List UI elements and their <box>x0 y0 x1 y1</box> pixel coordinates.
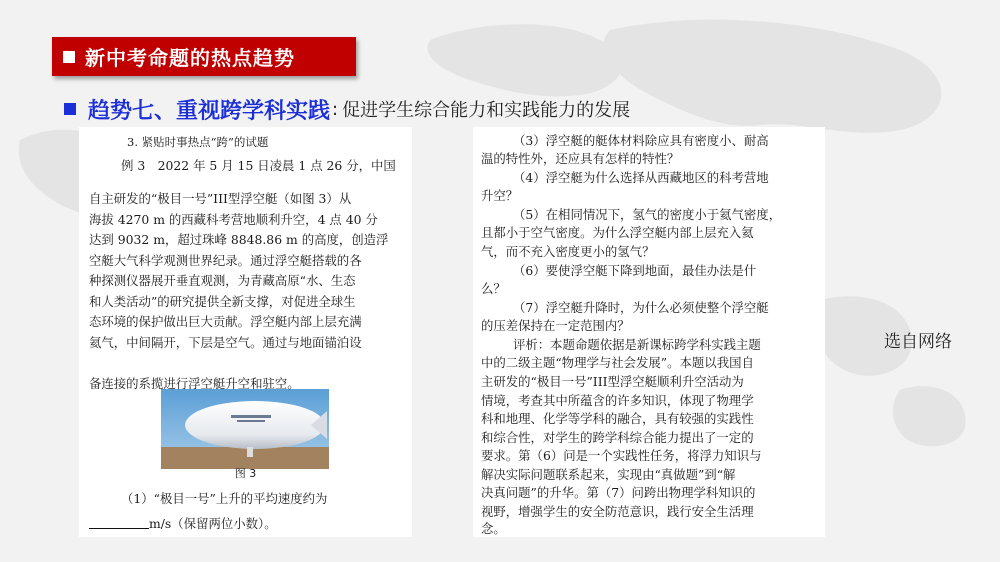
text-line: 要求。第（6）问是一个实践性任务，将浮力知识与 <box>481 448 762 463</box>
airship-photo <box>161 389 329 469</box>
text-line: 且都小于空气密度。为什么浮空艇内部上层充入氦 <box>481 225 754 240</box>
text-line: 例 3 2022 年 5 月 15 日凌晨 1 点 26 分，中国 <box>121 158 396 173</box>
question-1-line: （1）“极目一号”上升的平均速度约为 <box>121 491 328 506</box>
trend-separator: : <box>332 98 339 120</box>
text-line: 解决实际问题联系起来，实现由“真做题”到“解 <box>481 467 736 482</box>
text-line: 和综合性，对学生的跨学科综合能力提出了一定的 <box>481 430 754 445</box>
text-line: 评析：本题命题依据是新课标跨学科实践主题 <box>513 337 761 352</box>
title-bullet-square <box>63 51 75 63</box>
question-1-answer-line <box>89 517 277 530</box>
trend-bullet-square <box>64 103 76 115</box>
trend-heading <box>64 92 630 126</box>
text-line: 科和地理、化学等学科的融合，具有较强的实践性 <box>481 411 754 426</box>
text-line: 备连接的系揽进行浮空艇升空和驻空。 <box>89 375 300 391</box>
text-line: 的压差保持在一定范围内？ <box>481 318 630 333</box>
text-line: 海拔 4270 m 的西藏科考营地顺利升空，4 点 40 分 <box>89 211 378 227</box>
answer-blank <box>89 517 149 529</box>
figure-caption: 图 3 <box>234 467 257 480</box>
text-line: 念。 <box>481 521 506 536</box>
text-line: 种探测仪器展开垂直观测，为青藏高原“水、生态 <box>89 273 356 288</box>
text-line: 视野，增强学生的安全防范意识，践行安全生活理 <box>481 504 754 519</box>
section-title: 新中考命题的热点趋势 <box>85 46 295 70</box>
text-line: 决真问题”的升华。第（7）问跨出物理学科知识的 <box>481 485 756 500</box>
text-line: 空艇大气科学观测世界纪录。通过浮空艇搭载的各 <box>89 252 362 268</box>
text-line: 达到 9032 m，超过珠峰 8848.86 m 的高度，创造浮 <box>89 232 389 247</box>
section-title-bar <box>52 37 356 76</box>
text-line: 中的二级主题“物理学与社会发展”。本题以我国自 <box>481 355 754 370</box>
text-line: 气，而不充入密度更小的氢气？ <box>481 244 655 259</box>
text-line: （6）要使浮空艇下降到地面，最佳办法是什 <box>513 263 757 278</box>
text-line: 氦气，中间隔开，下层是空气。通过与地面锚泊设 <box>89 334 362 350</box>
text-line: 自主研发的“极目一号”III型浮空艇（如图 3）从 <box>89 191 352 206</box>
text-line: 情境，考查其中所蕴含的许多知识，体现了物理学 <box>481 393 754 408</box>
left-textbook-page <box>79 127 412 537</box>
text-line: 主研发的“极目一号”III型浮空艇顺利升空活动为 <box>481 374 744 389</box>
text-line: 态环境的保护做出巨大贡献。浮空艇内部上层充满 <box>89 314 362 329</box>
text-line: 温的特性外，还应具有怎样的特性？ <box>481 151 680 166</box>
question-1-unit: m/s（保留两位小数）。 <box>149 516 277 531</box>
text-line: （5）在相同情况下，氢气的密度小于氦气密度， <box>513 207 782 222</box>
source-note: 选自网络 <box>884 332 952 352</box>
text-line: 升空？ <box>481 188 519 203</box>
right-textbook-page <box>473 127 825 537</box>
trend-description: 促进学生综合能力和实践能力的发展 <box>342 100 631 121</box>
text-line: 3. 紧贴时事热点“跨”的试题 <box>127 135 269 149</box>
text-line: （4）浮空艇为什么选择从西藏地区的科考营地 <box>513 170 769 185</box>
text-line: （7）浮空艇升降时，为什么必须使整个浮空艇 <box>513 300 769 315</box>
text-line: 和人类活动”的研究提供全新支撑，对促进全球生 <box>89 293 356 309</box>
text-line: 么？ <box>481 281 506 296</box>
text-line: （3）浮空艇的艇体材料除应具有密度小、耐高 <box>513 133 769 148</box>
trend-label: 趋势七、重视跨学科实践 <box>88 98 331 124</box>
